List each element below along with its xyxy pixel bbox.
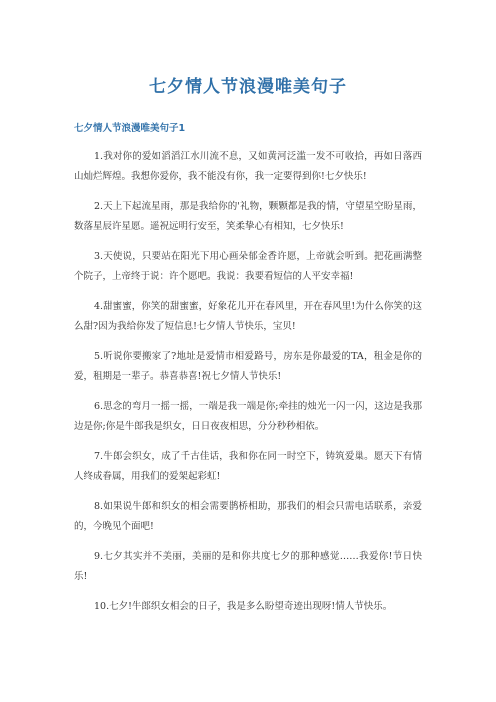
- paragraph: 1.我对你的爱如滔滔江水川流不息，又如黄河泛滥一发不可收拾，再如日落西山灿烂辉煌。我想你爱你，我不能没有你，我一定要得到你!七夕快乐!: [74, 151, 422, 182]
- paragraph: 2.天上下起流星雨，那是我给你的'礼物，颗颗都是我的情，守望星空盼星雨，数落星辰许星愿。遥祝远明行安至，笑柔挚心有相知，七夕快乐!: [74, 201, 422, 232]
- paragraph: 7.牛郎会织女，成了千古佳话，我和你在同一时空下，铸筑爱巢。愿天下有情人终成眷属，用我们的爱架起彩虹!: [74, 451, 422, 482]
- section-heading: 七夕情人节浪漫唯美句子1: [74, 123, 186, 134]
- paragraph: 5.听说你要搬家了?地址是爱情市相爱路号，房东是你最爱的TA，租金是你的爱，租期是一辈子。恭喜恭喜!祝七夕情人节快乐!: [74, 351, 422, 382]
- paragraph-list: [74, 147, 422, 617]
- paragraph: 10.七夕!牛郎织女相会的日子，我是多么盼望奇迹出现呀!情人节快乐。: [94, 601, 393, 612]
- paragraph: 9.七夕其实并不美丽，美丽的是和你共度七夕的那种感觉……我爱你!节日快乐!: [74, 551, 422, 582]
- paragraph: 4.甜蜜蜜，你笑的甜蜜蜜，好象花儿开在春风里，开在春风里!为什么你笑的这么甜?因为我给你发了短信息!七夕情人节快乐，宝贝!: [74, 301, 422, 332]
- document-title: 七夕情人节浪漫唯美句子: [149, 77, 347, 97]
- paragraph: 8.如果说牛郎和织女的相会需要鹊桥相助，那我们的相会只需电话联系，亲爱的，今晚见个面吧!: [74, 501, 422, 532]
- paragraph: 6.思念的弯月一摇一摇，一端是我一端是你;牵挂的烛光一闪一闪，这边是我那边是你;你是牛郎我是织女，日日夜夜相思，分分秒秒相依。: [74, 401, 422, 432]
- paragraph: 3.天使说，只要站在阳光下用心画朵郁金香许愿，上帝就会听到。把花画满整个院子，上帝终于说：许个愿吧。我说：我要看短信的人平安幸福!: [74, 251, 422, 282]
